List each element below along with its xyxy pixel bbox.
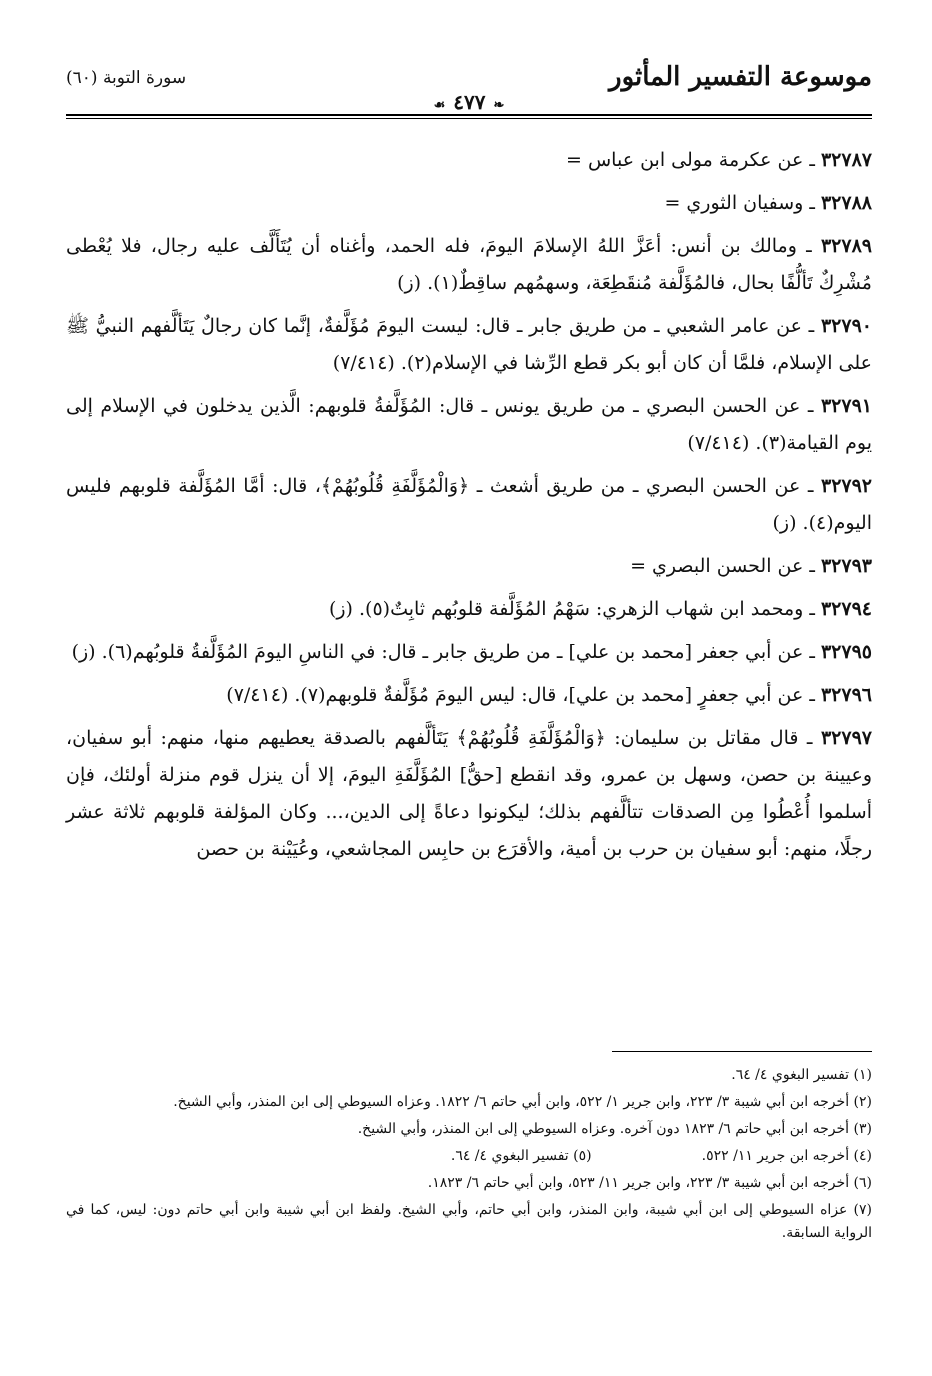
entry-number: ٣٢٧٩٣	[820, 555, 872, 577]
entry-32792	[66, 468, 872, 542]
entry-text: ـ ومالك بن أنس: أعَزَّ اللهُ الإسلامَ اليومَ، فله الحمد، وأغناه أن يُتَأَلَّف عليه رجال، فلا يُعْطى مُشْرِكٌ تَألُّفًا بحال، فالمُؤَلَّفة مُنقَطِعَة، وسهمُهم ساقِطٌ(١). (ز)	[66, 235, 872, 294]
page-number-block	[66, 90, 872, 114]
entry-text: ـ عن أبي جعفر [محمد بن علي] ـ من طريق جابر ـ قال: في الناسِ اليومَ المُؤَلَّفةُ قلوبُهم(٦). (ز)	[71, 641, 815, 663]
footnote-row	[66, 1145, 872, 1168]
footnote-4: (٤) أخرجه ابن جرير ١١/ ٥٢٢.	[701, 1148, 872, 1164]
page-header	[66, 62, 872, 118]
header-rule-thin	[66, 118, 872, 119]
entry-number: ٣٢٧٩٤	[820, 598, 872, 620]
footnote-1: (١) تفسير البغوي ٤/ ٦٤.	[731, 1067, 872, 1083]
entry-32788	[66, 185, 872, 222]
entry-text: ـ عن الحسن البصري ـ من طريق يونس ـ قال: المُؤَلَّفةُ قلوبهم: الَّذين يدخلون في الإسلام إلى يوم القيامة(٣). (٧/٤١٤)	[66, 395, 872, 454]
ornament-icon: ❧	[493, 98, 505, 113]
entry-32789	[66, 228, 872, 302]
entry-32797	[66, 720, 872, 868]
footnote-3: (٣) أخرجه ابن أبي حاتم ٦/ ١٨٢٣ دون آخره. وعزاه السيوطي إلى ابن المنذر، وأبي الشيخ.	[357, 1121, 872, 1137]
main-text	[66, 142, 872, 874]
entry-number: ٣٢٧٩٥	[820, 641, 872, 663]
entry-text: ـ ومحمد ابن شهاب الزهري: سَهْمُ المُؤَلَّفة قلوبُهم ثابِتٌ(٥). (ز)	[328, 598, 815, 620]
entry-text: ـ وسفيان الثوري =	[664, 192, 815, 214]
entry-text: ـ عن أبي جعفرٍ [محمد بن علي]، قال: ليس اليومَ مُؤَلَّفةٌ قلوبهم(٧). (٧/٤١٤)	[226, 684, 815, 706]
entry-number: ٣٢٧٩٧	[820, 727, 872, 749]
footnote-rule	[612, 1051, 872, 1052]
footnote-5: (٥) تفسير البغوي ٤/ ٦٤.	[450, 1148, 592, 1164]
entry-32794	[66, 591, 872, 628]
entry-text: ـ عن عكرمة مولى ابن عباس =	[566, 149, 815, 171]
entry-number: ٣٢٧٨٩	[820, 235, 872, 257]
entry-number: ٣٢٧٨٧	[820, 149, 872, 171]
entry-32790	[66, 308, 872, 382]
entry-number: ٣٢٧٩٠	[820, 315, 872, 337]
footnote-2: (٢) أخرجه ابن أبي شيبة ٣/ ٢٢٣، وابن جرير ١/ ٥٢٢، وابن أبي حاتم ٦/ ١٨٢٢. وعزاه السيوطي إلى ابن المنذر، وأبي الشيخ.	[173, 1094, 872, 1110]
book-title: موسوعة التفسير المأثور	[609, 62, 872, 92]
entry-number: ٣٢٧٨٨	[820, 192, 872, 214]
surah-label: سورة التوبة (٦٠)	[66, 68, 187, 88]
entry-32787	[66, 142, 872, 179]
footnotes	[66, 1064, 872, 1249]
entry-text: ـ عن الحسن البصري ـ من طريق أشعث ـ ﴿وَالْمُؤَلَّفَةِ قُلُوبُهُمْ﴾، قال: أمَّا المُؤَلَّفة قلوبهم فليس اليوم(٤). (ز)	[66, 475, 872, 534]
header-rule	[66, 114, 872, 116]
entry-number: ٣٢٧٩١	[820, 395, 872, 417]
entry-32795	[66, 634, 872, 671]
ornament-icon: ☙	[433, 98, 446, 113]
entry-text: ـ عن عامر الشعبي ـ من طريق جابر ـ قال: ليست اليومَ مُؤَلَّفةٌ، إنَّما كان رجالٌ يَتَألَّفهم النبيُّ ﷺ على الإسلام، فلمَّا أن كان أبو بكر قطع الرِّشا في الإسلام(٢). (٧/٤١٤)	[66, 315, 872, 374]
entry-text: ـ عن الحسن البصري =	[630, 555, 815, 577]
entry-number: ٣٢٧٩٢	[820, 475, 873, 497]
entry-number: ٣٢٧٩٦	[820, 684, 872, 706]
entry-32791	[66, 388, 872, 462]
page-number: ٤٧٧	[453, 90, 486, 114]
entry-32796	[66, 677, 872, 714]
footnote-7: (٧) عزاه السيوطي إلى ابن أبي شيبة، وابن المنذر، وابن أبي حاتم، وأبي الشيخ. ولفظ ابن أبي شيبة وابن أبي حاتم دون: ليس، كما في الرواية السابقة.	[66, 1202, 872, 1241]
entry-text: ـ قال مقاتل بن سليمان: ﴿وَالْمُؤَلَّفَةِ قُلُوبُهُمْ﴾ يَتَألَّفهم بالصدقة يعطيهم منها، منهم: أبو سفيان، وعيينة بن حصن، وسهل بن عمرو، وقد انقطع [حقُّ] المُؤَلَّفَةِ اليومَ، إلا أن ينزل قوم منزلة أولئك، فإن أسلموا أُعْطُوا مِن الصدقات تتألَّفهم بذلك؛ ليكونوا دعاةً إلى الدين،... وكان المؤلفة قلوبهم ثلاثة عشر رجلًا، منهم: أبو سفيان بن حرب بن أمية، والأقرَع بن حابِس المجاشعي، وعُيَيْنة بن حصن	[66, 727, 872, 860]
footnote-6: (٦) أخرجه ابن أبي شيبة ٣/ ٢٢٣، وابن جرير ١١/ ٥٢٣، وابن أبي حاتم ٦/ ١٨٢٣.	[427, 1175, 872, 1191]
entry-32793	[66, 548, 872, 585]
